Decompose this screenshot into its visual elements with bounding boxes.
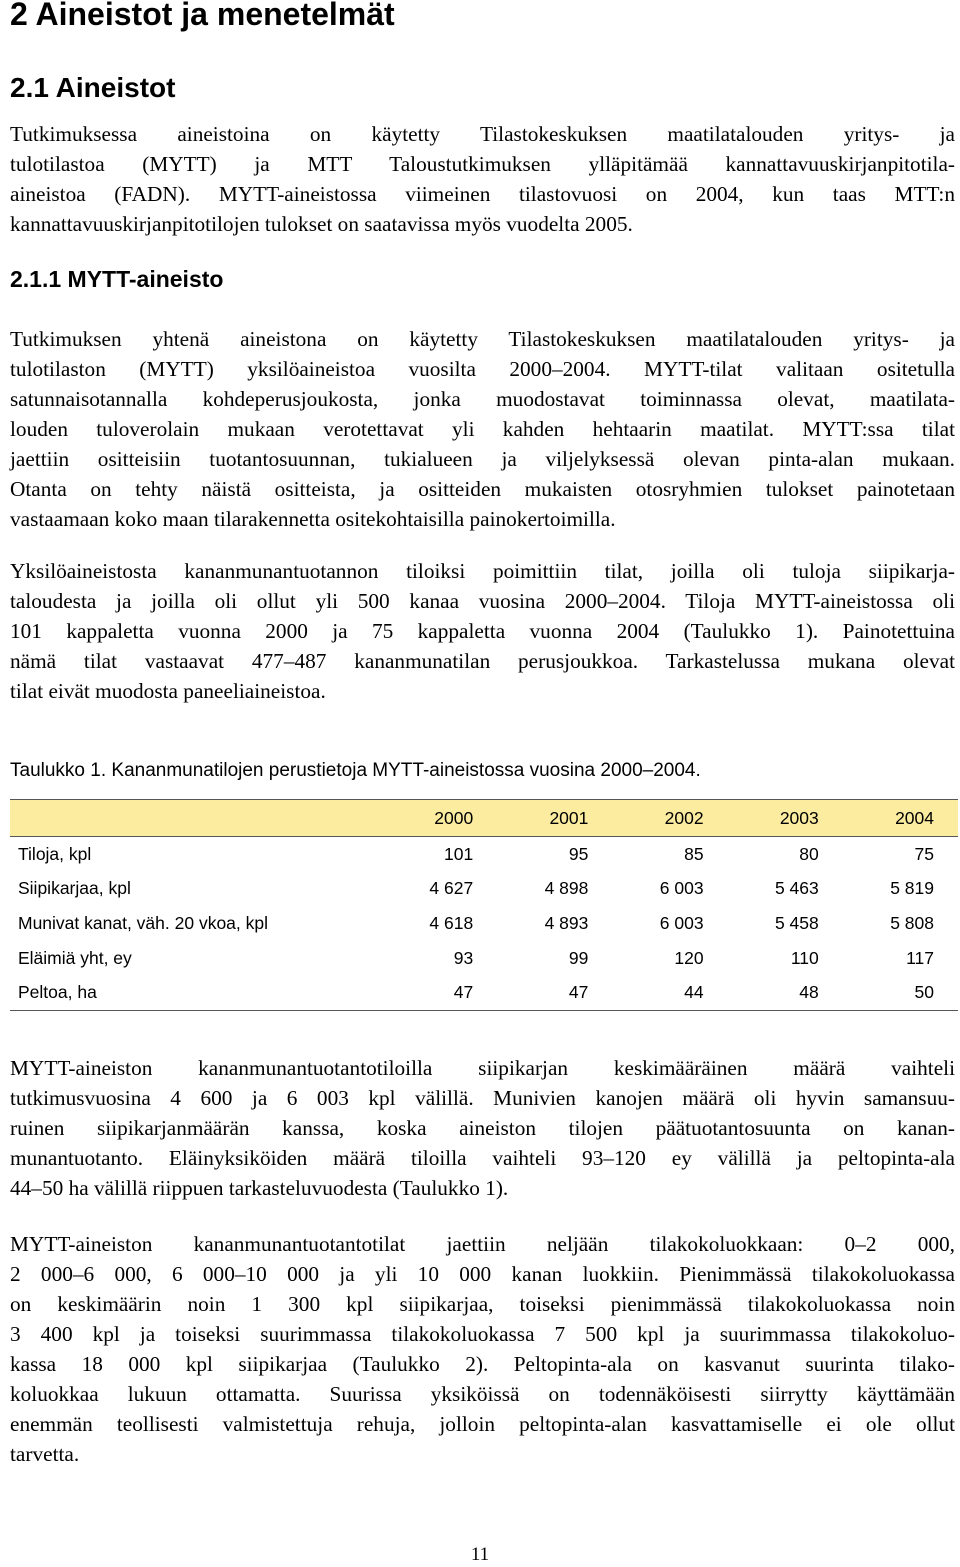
text-line: tulotilastoa (MYTT) ja MTT Taloustutkimuksen ylläpitämää kannattavuuskirjanpitotila- — [10, 152, 955, 176]
header-cell: 2001 — [497, 800, 612, 837]
table-cell: 80 — [799, 843, 819, 864]
page-number: 11 — [470, 1544, 490, 1565]
table-cell: 93 — [453, 947, 474, 968]
text-line: ruinen siipikarjanmäärän kanssa, koska aineiston tilojen päätuotantosuunta on kanan- — [10, 1116, 955, 1140]
text-line: munantuotanto. Eläinyksiköiden määrä tiloilla vaihteli 93–120 ey välillä ja peltopinta-ala — [10, 1146, 955, 1170]
table-cell: 47 — [497, 975, 612, 1010]
text-line: Tutkimuksen yhtenä aineistona on käytetty Tilastokeskuksen maatilatalouden yritys- ja — [10, 327, 955, 351]
text-line: tarvetta. — [10, 1442, 80, 1466]
table-cell: 4 618 — [429, 912, 474, 933]
text-line: koluokkaa lukuun ottamatta. Suurissa yksiköissä on todennäköisesti siirrytty käyttämään — [10, 1382, 955, 1406]
text-line: 2 000–6 000, 6 000–10 000 ja yli 10 000 kanan luokkiin. Pienimmässä tilakokoluokassa — [10, 1262, 955, 1286]
text-line: taloudesta ja joilla oli ollut yli 500 kanaa vuosina 2000–2004. Tiloja MYTT-aineistossa oli — [10, 589, 955, 613]
intro-paragraph — [10, 119, 955, 239]
text-line: 3 400 kpl ja toiseksi suurimmassa tilakokoluokassa 7 500 kpl ja suurimmassa tilakokoluo- — [10, 1322, 955, 1346]
text-line: satunnaisotannalla kohdeperusjoukosta, jonka muodostavat toiminnassa olevat, maatilata- — [10, 387, 955, 411]
text-line: vastaamaan koko maan tilarakennetta ositekohtaisilla painokertoimilla. — [10, 507, 616, 531]
table-cell: 117 — [906, 947, 934, 968]
table-cell: 95 — [568, 843, 589, 864]
text-line: tilat eivät muodosta paneeliaineistoa. — [10, 679, 326, 703]
table-cell: 44 — [612, 975, 727, 1010]
table-cell: 47 — [382, 975, 497, 1010]
table-header-row — [10, 800, 958, 837]
header-cell — [10, 800, 382, 837]
table-caption: Taulukko 1. Kananmunatilojen perustietoja MYTT-aineistossa vuosina 2000–2004. — [10, 760, 701, 781]
text-line: nämä tilat vastaavat 477–487 kananmunatilan perusjoukkoa. Tarkastelussa mukana olevat — [10, 649, 955, 673]
text-line: louden tuloverolain mukaan verotettavat yli kahden hehtaarin maatilat. MYTT:ssa tilat — [10, 417, 955, 441]
table-row — [10, 837, 958, 872]
table-row — [10, 941, 958, 976]
row-label: Tiloja, kpl — [18, 843, 92, 864]
paragraph-table-discussion — [10, 1053, 955, 1203]
text-line: 44–50 ha välillä riippuen tarkasteluvuodesta (Taulukko 1). — [10, 1176, 509, 1200]
table-cell: 4 893 — [544, 912, 589, 933]
text-line: MYTT-aineiston kananmunantuotantotilat jaettiin neljään tilakokoluokkaan: 0–2 000, — [10, 1232, 955, 1256]
table-cell: 101 — [443, 843, 474, 864]
header-cell: 2002 — [612, 800, 727, 837]
header-cell: 2000 — [382, 800, 497, 837]
paragraph-mytt-description — [10, 324, 955, 534]
text-line: 101 kappaletta vuonna 2000 ja 75 kappaletta vuonna 2004 (Taulukko 1). Painotettuina — [10, 619, 955, 643]
table-cell: 75 — [914, 843, 934, 864]
table-cell: 5 458 — [774, 912, 819, 933]
text-line: kassa 18 000 kpl siipikarjaa (Taulukko 2). Peltopinta-ala on kasvanut suurinta tilako- — [10, 1352, 955, 1376]
text-line: enemmän teollisesti valmistettuja rehuja, jolloin peltopinta-alan kasvattamiselle ei ole ollut — [10, 1412, 955, 1436]
table-row — [10, 872, 958, 907]
text-line: kannattavuuskirjanpitotilojen tulokset on saatavissa myös vuodelta 2005. — [10, 212, 633, 236]
row-label: Munivat kanat, väh. 20 vkoa, kpl — [18, 912, 268, 933]
table-cell: 5 808 — [890, 912, 934, 933]
table-row — [10, 906, 958, 941]
table-cell: 120 — [674, 947, 704, 968]
table-row — [10, 975, 958, 1010]
paragraph-farm-selection — [10, 556, 955, 706]
paragraph-size-classes — [10, 1229, 955, 1469]
text-line: tutkimusvuosina 4 600 ja 6 003 kpl välillä. Munivien kanojen määrä oli hyvin samansuu- — [10, 1086, 955, 1110]
text-line: MYTT-aineiston kananmunantuotantotiloilla siipikarjan keskimääräinen määrä vaihteli — [10, 1056, 955, 1080]
text-line: aineistoa (FADN). MYTT-aineistossa viimeinen tilastovuosi on 2004, kun taas MTT:n — [10, 182, 955, 206]
row-label: Peltoa, ha — [10, 975, 382, 1010]
text-line: Tutkimuksessa aineistoina on käytetty Tilastokeskuksen maatilatalouden yritys- ja — [10, 122, 955, 146]
text-line: on keskimäärin noin 1 300 kpl siipikarjaa, toiseksi pienimmässä tilakokoluokassa noin — [10, 1292, 955, 1316]
table-cell: 85 — [684, 843, 704, 864]
text-line: jaettiin ositteisiin tuotantosuunnan, tukialueen ja viljelyksessä olevan pinta-alan mukaan. — [10, 447, 955, 471]
header-cell: 2003 — [728, 800, 843, 837]
table-cell: 5 463 — [774, 878, 819, 899]
table-cell: 50 — [843, 975, 958, 1010]
table-cell: 5 819 — [890, 878, 934, 899]
header-cell: 2004 — [843, 800, 958, 837]
text-line: Yksilöaineistosta kananmunantuotannon tiloiksi poimittiin tilat, joilla oli tuloja siipikarja- — [10, 559, 955, 583]
table-cell: 99 — [568, 947, 589, 968]
row-label: Eläimiä yht, ey — [18, 947, 132, 968]
section-heading: 2.1 Aineistot — [10, 72, 176, 103]
table-cell: 4 627 — [429, 878, 474, 899]
basic-data-table — [10, 799, 958, 1011]
subsection-heading: 2.1.1 MYTT-aineisto — [10, 266, 224, 292]
table-cell: 4 898 — [544, 878, 589, 899]
chapter-heading: 2 Aineistot ja menetelmät — [10, 0, 395, 32]
row-label: Siipikarjaa, kpl — [18, 878, 131, 899]
text-line: Otanta on tehty näistä ositteista, ja ositteiden mukaisten otosryhmien tulokset painotetaan — [10, 477, 955, 501]
table-cell: 6 003 — [659, 878, 704, 899]
table-cell: 110 — [790, 947, 819, 968]
table-cell: 48 — [728, 975, 843, 1010]
text-line: tulotilaston (MYTT) yksilöaineistoa vuosilta 2000–2004. MYTT-tilat valitaan ositetulla — [10, 357, 955, 381]
table-cell: 6 003 — [659, 912, 704, 933]
